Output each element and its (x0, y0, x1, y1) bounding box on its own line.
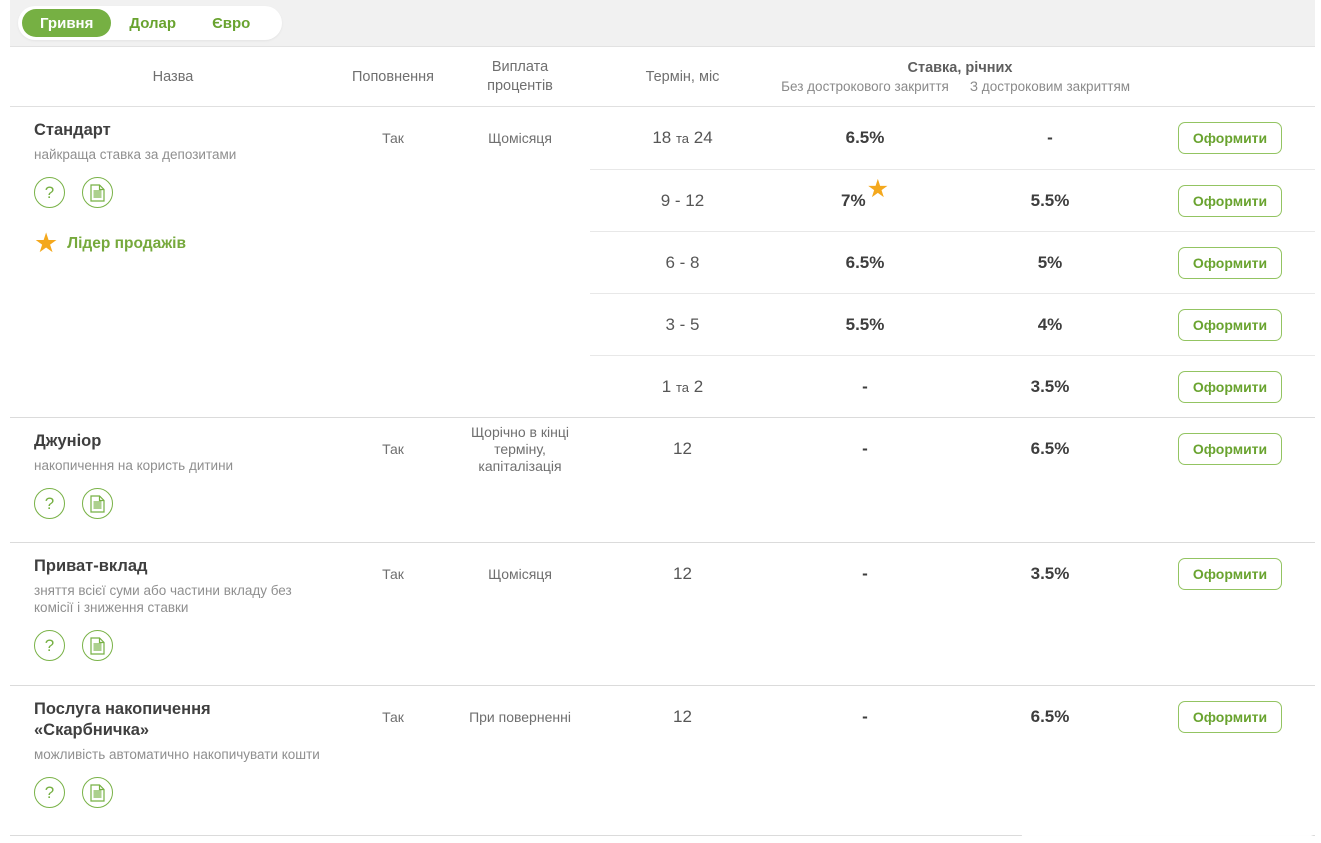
header-rate-block (590, 60, 1315, 94)
deposits-table (10, 47, 1315, 836)
rate-subrow (590, 169, 1315, 231)
tab-euro[interactable]: Євро (194, 9, 268, 37)
rate-no-early-cell: - (862, 564, 868, 583)
term-cell: 12 (673, 564, 692, 583)
help-icon[interactable]: ? (34, 777, 65, 808)
rate-no-early-cell: 5.5% (845, 314, 885, 334)
rate-with-early-cell: 5% (1037, 252, 1063, 272)
term-cell: 12 (673, 439, 692, 458)
term-cell: 6 - 8 (665, 252, 700, 272)
document-icon[interactable] (82, 777, 113, 808)
product-row-standart (10, 107, 1315, 418)
term-cell: 3 - 5 (665, 314, 700, 334)
rate-no-early-cell: - (862, 376, 868, 396)
rate-subrow (590, 231, 1315, 293)
header-replenishment: Поповнення (351, 68, 435, 85)
product-icons (34, 177, 320, 208)
apply-button[interactable]: Оформити (1178, 558, 1282, 590)
header-rate-with-early: З достроковим закриттям (969, 78, 1131, 94)
rate-subtable (590, 418, 1315, 480)
sales-leader-label: Лідер продажів (67, 234, 187, 252)
rate-no-early-cell: - (862, 439, 868, 458)
product-info (10, 418, 336, 519)
product-row-skarbnychka (10, 686, 1315, 836)
rate-with-early-cell: 6.5% (1030, 439, 1070, 458)
replenishment-value: Так (382, 708, 404, 725)
product-icons (34, 777, 320, 808)
rate-with-early-cell: 5.5% (1030, 190, 1070, 210)
product-title: Стандарт (34, 121, 111, 139)
payout-value: Щорічно в кінці терміну, капіталізація (471, 423, 569, 474)
rate-subtable (590, 686, 1315, 748)
rate-no-early-cell: 6.5% (845, 252, 885, 272)
header-rate-no-early: Без дострокового закриття (781, 78, 949, 94)
term-cell: 9 - 12 (660, 190, 705, 210)
rate-no-early-cell: 7%★ (841, 174, 889, 210)
product-title: Приват-вклад (34, 557, 148, 575)
rate-subrow (590, 418, 1315, 480)
product-icons (34, 630, 320, 661)
header-name: Назва (152, 68, 194, 85)
product-row-junior (10, 418, 1315, 543)
star-icon: ★ (34, 228, 59, 258)
rate-subrow (590, 107, 1315, 169)
currency-tabbar (10, 0, 1315, 47)
product-description: можливість автоматично накопичувати кошти (34, 747, 320, 762)
product-info (10, 543, 336, 661)
rate-with-early-cell: - (1047, 128, 1053, 147)
apply-button[interactable]: Оформити (1178, 433, 1282, 465)
document-icon[interactable] (82, 630, 113, 661)
product-description: зняття всієї суми або частини вкладу без комісії і зниження ставки (34, 583, 292, 615)
payout-value: Щомісяця (488, 565, 552, 582)
help-icon[interactable]: ? (34, 488, 65, 519)
replenishment-value: Так (382, 129, 404, 146)
star-icon: ★ (866, 174, 889, 203)
term-cell: 1 та 2 (661, 376, 704, 396)
rate-subtable (590, 543, 1315, 605)
apply-button[interactable]: Оформити (1178, 701, 1282, 733)
rate-subtable (590, 107, 1315, 417)
rate-no-early-cell: 6.5% (845, 128, 885, 147)
apply-button[interactable]: Оформити (1178, 122, 1282, 154)
help-icon[interactable]: ? (34, 630, 65, 661)
rate-subrow (590, 686, 1315, 748)
header-term: Термін, міс (645, 68, 720, 85)
product-icons (34, 488, 320, 519)
rate-with-early-cell: 6.5% (1030, 707, 1070, 726)
product-description: найкраща ставка за депозитами (34, 147, 237, 162)
tab-hryvnia[interactable]: Гривня (22, 9, 111, 37)
product-row-pryvat-vklad (10, 543, 1315, 686)
tab-dollar[interactable]: Долар (111, 9, 194, 37)
header-rate-title: Ставка, річних (907, 59, 1013, 76)
help-icon[interactable]: ? (34, 177, 65, 208)
rate-with-early-cell: 3.5% (1030, 376, 1070, 396)
document-icon[interactable] (82, 488, 113, 519)
replenishment-value: Так (382, 565, 404, 582)
rate-subrow (590, 293, 1315, 355)
rate-subrow (590, 543, 1315, 605)
rate-no-early-cell: - (862, 707, 868, 726)
rate-with-early-cell: 4% (1037, 314, 1063, 334)
rate-subrow (590, 355, 1315, 417)
product-title: Послуга накопичення «Скарбничка» (34, 700, 211, 739)
product-title: Джуніор (34, 432, 102, 450)
product-info (10, 686, 336, 808)
apply-button[interactable]: Оформити (1178, 309, 1282, 341)
document-icon[interactable] (82, 177, 113, 208)
product-description: накопичення на користь дитини (34, 458, 234, 473)
product-info (10, 107, 336, 257)
sales-leader-badge (34, 230, 320, 257)
header-payout: Виплата процентів (487, 58, 553, 94)
apply-button[interactable]: Оформити (1178, 371, 1282, 403)
apply-button[interactable]: Оформити (1178, 185, 1282, 217)
payout-value: Щомісяця (488, 129, 552, 146)
rate-with-early-cell: 3.5% (1030, 564, 1070, 583)
replenishment-value: Так (382, 440, 404, 457)
term-cell: 18 та 24 (652, 128, 713, 147)
payout-value: При поверненні (469, 708, 571, 725)
term-cell: 12 (673, 707, 692, 726)
table-header (10, 47, 1315, 107)
apply-button[interactable]: Оформити (1178, 247, 1282, 279)
currency-pill-group (18, 6, 282, 40)
